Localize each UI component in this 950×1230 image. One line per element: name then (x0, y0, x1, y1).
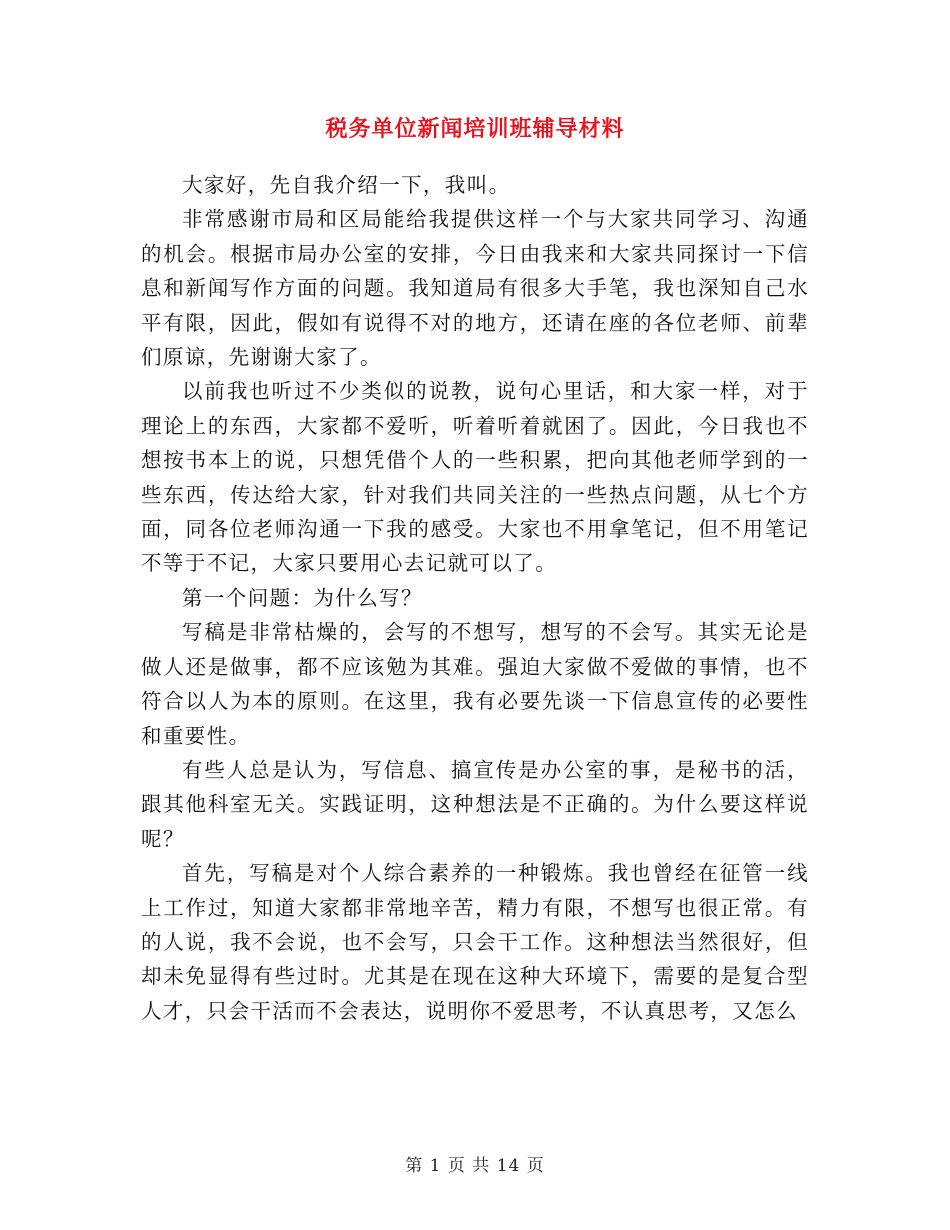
paragraph-2: 非常感谢市局和区局能给我提供这样一个与大家共同学习、沟通的机会。根据市局办公室的安排，今日由我来和大家共同探讨一下信息和新闻写作方面的问题。我知道局有很多大手笔，我也深知自己水平有限，因此，假如有说得不对的地方，还请在座的各位老师、前辈们原谅，先谢谢大家了。 (141, 207, 809, 370)
paragraph-1: 大家好，先自我介绍一下，我叫。 (182, 173, 511, 197)
page-number-footer: 第 1 页 共 14 页 (405, 1156, 545, 1176)
paragraph-6: 首先，写稿是对个人综合素养的一种锻炼。我也曾经在征管一线上工作过，知道大家都非常地辛苦，精力有限，不想写也很正常。有的人说，我不会说，也不会写，只会干工作。这种想法当然很好，但却未免显得有些过时。尤其是在现在这种大环境下，需要的是复合型人才，只会干活而不会表达，说明你不爱思考，不认真思考，又怎么 (141, 861, 809, 1023)
document-body (141, 168, 809, 1028)
paragraph-4: 写稿是非常枯燥的，会写的不想写，想写的不会写。其实无论是做人还是做事，都不应该勉为其难。强迫大家做不爱做的事情，也不符合以人为本的原则。在这里，我有必要先谈一下信息宣传的必要性和重要性。 (141, 620, 809, 748)
document-title: 税务单位新闻培训班辅导材料 (325, 116, 625, 142)
paragraph-5: 有些人总是认为，写信息、搞宣传是办公室的事，是秘书的活，跟其他科室无关。实践证明，这种想法是不正确的。为什么要这样说呢？ (141, 757, 809, 851)
section-heading-question-1: 第一个问题：为什么写？ (182, 585, 423, 610)
paragraph-3: 以前我也听过不少类似的说教，说句心里话，和大家一样，对于理论上的东西，大家都不爱听，听着听着就困了。因此，今日我也不想按书本上的说，只想凭借个人的一些积累，把向其他老师学到的一些东西，传达给大家，针对我们共同关注的一些热点问题，从七个方面，同各位老师沟通一下我的感受。大家也不用拿笔记，但不用笔记不等于不记，大家只要用心去记就可以了。 (141, 379, 809, 576)
